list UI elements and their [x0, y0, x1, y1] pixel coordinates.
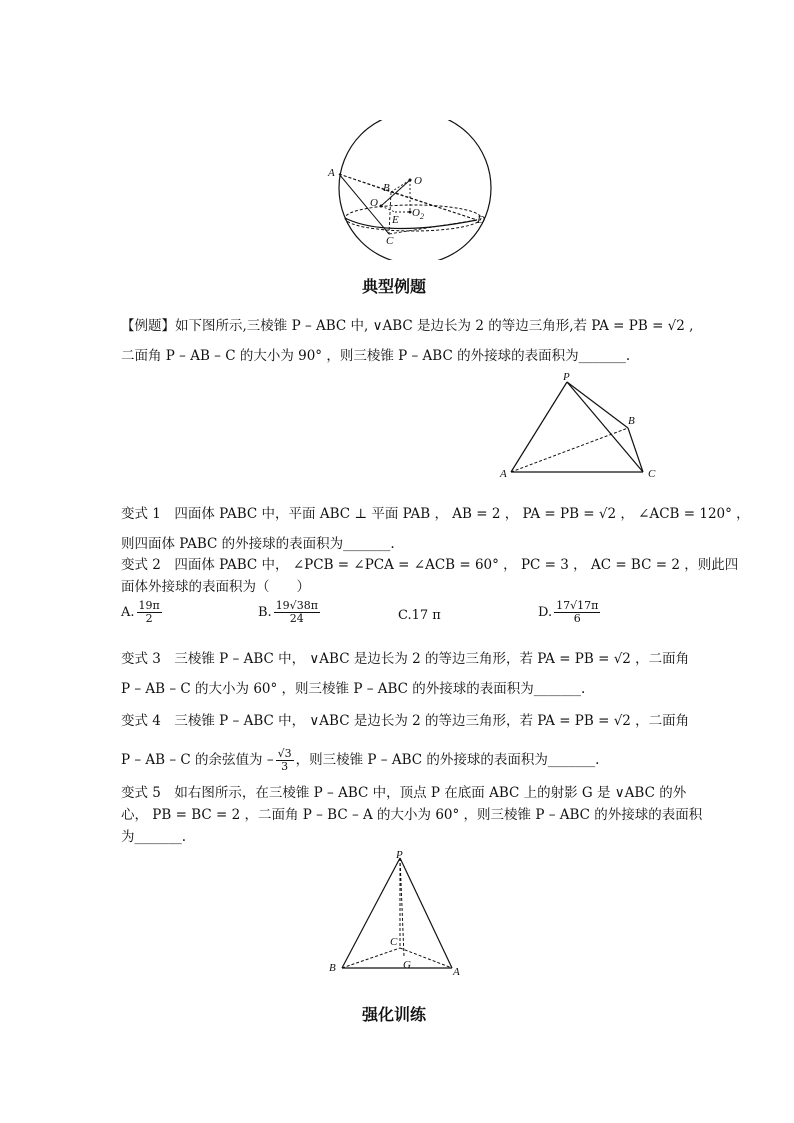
label-A-sphere: A: [328, 167, 335, 179]
label-O2-sub: 2: [419, 212, 424, 222]
label-C-tetra: C: [648, 468, 656, 480]
variant3-line-2: P – AB – C 的大小为 60° ，则三棱锥 P – ABC 的外接球的表面积为_______.: [121, 681, 586, 697]
variant4-line-2a: P – AB – C 的余弦值为 –: [121, 752, 274, 768]
option-D-num: 17√17π: [556, 599, 599, 612]
option-D-den: 6: [573, 612, 581, 625]
option-B-num: 19√38π: [275, 599, 318, 612]
variant4-fraction: [276, 748, 294, 773]
label-B-sphere: B: [383, 182, 390, 194]
option-C[interactable]: [398, 607, 441, 625]
option-A-prefix: A.: [121, 605, 135, 620]
example-line-1: 【例题】如下图所示,三棱锥 P – ABC 中, ∨ABC 是边长为 2 的等边三角形,若 PA = PB = √2 ,: [121, 318, 694, 334]
label-G-pyramid: G: [403, 959, 411, 971]
variant5-line-3: 为_______.: [121, 829, 187, 845]
sphere-figure: [325, 120, 505, 260]
label-O2-main: O: [412, 207, 420, 219]
option-A-den: 2: [145, 612, 153, 625]
variant1-line-2: 则四面体 PABC 的外接球的表面积为_______.: [121, 536, 395, 552]
label-A-tetra: A: [500, 468, 507, 480]
option-B-den: 24: [289, 612, 304, 625]
pyramid-figure: [330, 852, 460, 977]
label-C-sphere: C: [386, 235, 394, 247]
option-D-prefix: D.: [538, 605, 553, 620]
option-D-fraction: [554, 600, 600, 625]
label-O1-sphere: O: [370, 197, 378, 209]
label-P-tetra: P: [563, 371, 570, 383]
variant4-line-1: 变式 4 三棱锥 P – ABC 中， ∨ABC 是边长为 2 的等边三角形，若 PA = PB = √2 ，二面角: [121, 713, 690, 729]
label-D-sphere: D: [477, 214, 485, 226]
label-P-pyramid: P: [396, 849, 403, 861]
option-A-fraction: [137, 600, 162, 625]
variant4-line-2: [121, 748, 599, 773]
variant3-line-1: 变式 3 三棱锥 P – ABC 中， ∨ABC 是边长为 2 的等边三角形，若 PA = PB = √2 ，二面角: [121, 651, 690, 667]
variant4-line-2b: ，则三棱锥 P – ABC 的外接球的表面积为_______.: [295, 752, 600, 768]
option-A-num: 19π: [138, 599, 160, 612]
option-B-prefix: B.: [258, 605, 272, 620]
label-B-pyramid: B: [329, 962, 336, 974]
label-B-tetra: B: [628, 415, 635, 427]
option-C-prefix: C.: [398, 608, 412, 623]
tetrahedron-figure: [505, 378, 665, 478]
option-B-fraction: [274, 600, 320, 625]
variant5-line-1: 变式 5 如右图所示，在三棱锥 P – ABC 中，顶点 P 在底面 ABC 上的射影 G 是 ∨ABC 的外: [121, 785, 687, 801]
label-O2-sphere: [412, 207, 424, 221]
variant5-line-2: 心， PB = BC = 2 ，二面角 P – BC – A 的大小为 60° ，则三棱锥 P – ABC 的外接球的表面积: [121, 807, 703, 823]
variant2-line-2: 面体外接球的表面积为（ ）: [121, 579, 310, 595]
label-O-sphere: O: [414, 175, 422, 187]
label-E-sphere: E: [392, 214, 399, 226]
section-title-training: 强化训练: [362, 1005, 427, 1024]
variant2-line-1: 变式 2 四面体 PABC 中， ∠PCB = ∠PCA = ∠ACB = 60° ， PC = 3 ， AC = BC = 2 ，则此四: [121, 557, 739, 573]
variant1-line-1: 变式 1 四面体 PABC 中，平面 ABC ⊥ 平面 PAB ， AB = 2 ， PA = PB = √2 ， ∠ACB = 120° ，: [121, 506, 750, 522]
option-C-text: 17 π: [411, 608, 441, 623]
section-title-examples: 典型例题: [362, 277, 427, 296]
variant4-frac-den: 3: [281, 760, 289, 773]
label-A-pyramid: A: [453, 966, 460, 978]
example-line-2: 二面角 P – AB – C 的大小为 90° ，则三棱锥 P – ABC 的外接球的表面积为_______.: [121, 348, 631, 364]
option-A[interactable]: [121, 600, 164, 625]
option-D[interactable]: [538, 600, 602, 625]
label-C-pyramid: C: [390, 936, 398, 948]
option-B[interactable]: [258, 600, 322, 625]
variant4-frac-num: √3: [277, 747, 292, 760]
